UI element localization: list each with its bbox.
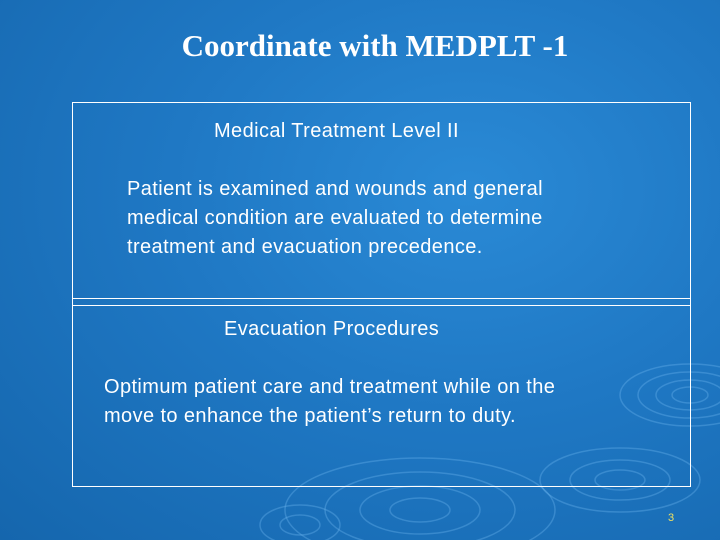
section1-line: treatment and evacuation precedence. [127, 236, 483, 258]
section1-line: Patient is examined and wounds and general [127, 178, 543, 200]
section2-heading: Evacuation Procedures [224, 318, 440, 340]
slide-title: Coordinate with MEDPLT -1 [181, 28, 569, 63]
section1-paragraph [127, 175, 543, 262]
section2-paragraph [104, 373, 555, 431]
section1-heading: Medical Treatment Level II [214, 120, 459, 142]
section-divider-top [72, 298, 691, 299]
section-divider-bottom [72, 305, 691, 306]
section2-line: move to enhance the patient’s return to duty. [104, 405, 516, 427]
section2-line: Optimum patient care and treatment while on the [104, 376, 556, 398]
section1-line: medical condition are evaluated to determine [127, 207, 543, 229]
page-number: 3 [668, 512, 675, 524]
